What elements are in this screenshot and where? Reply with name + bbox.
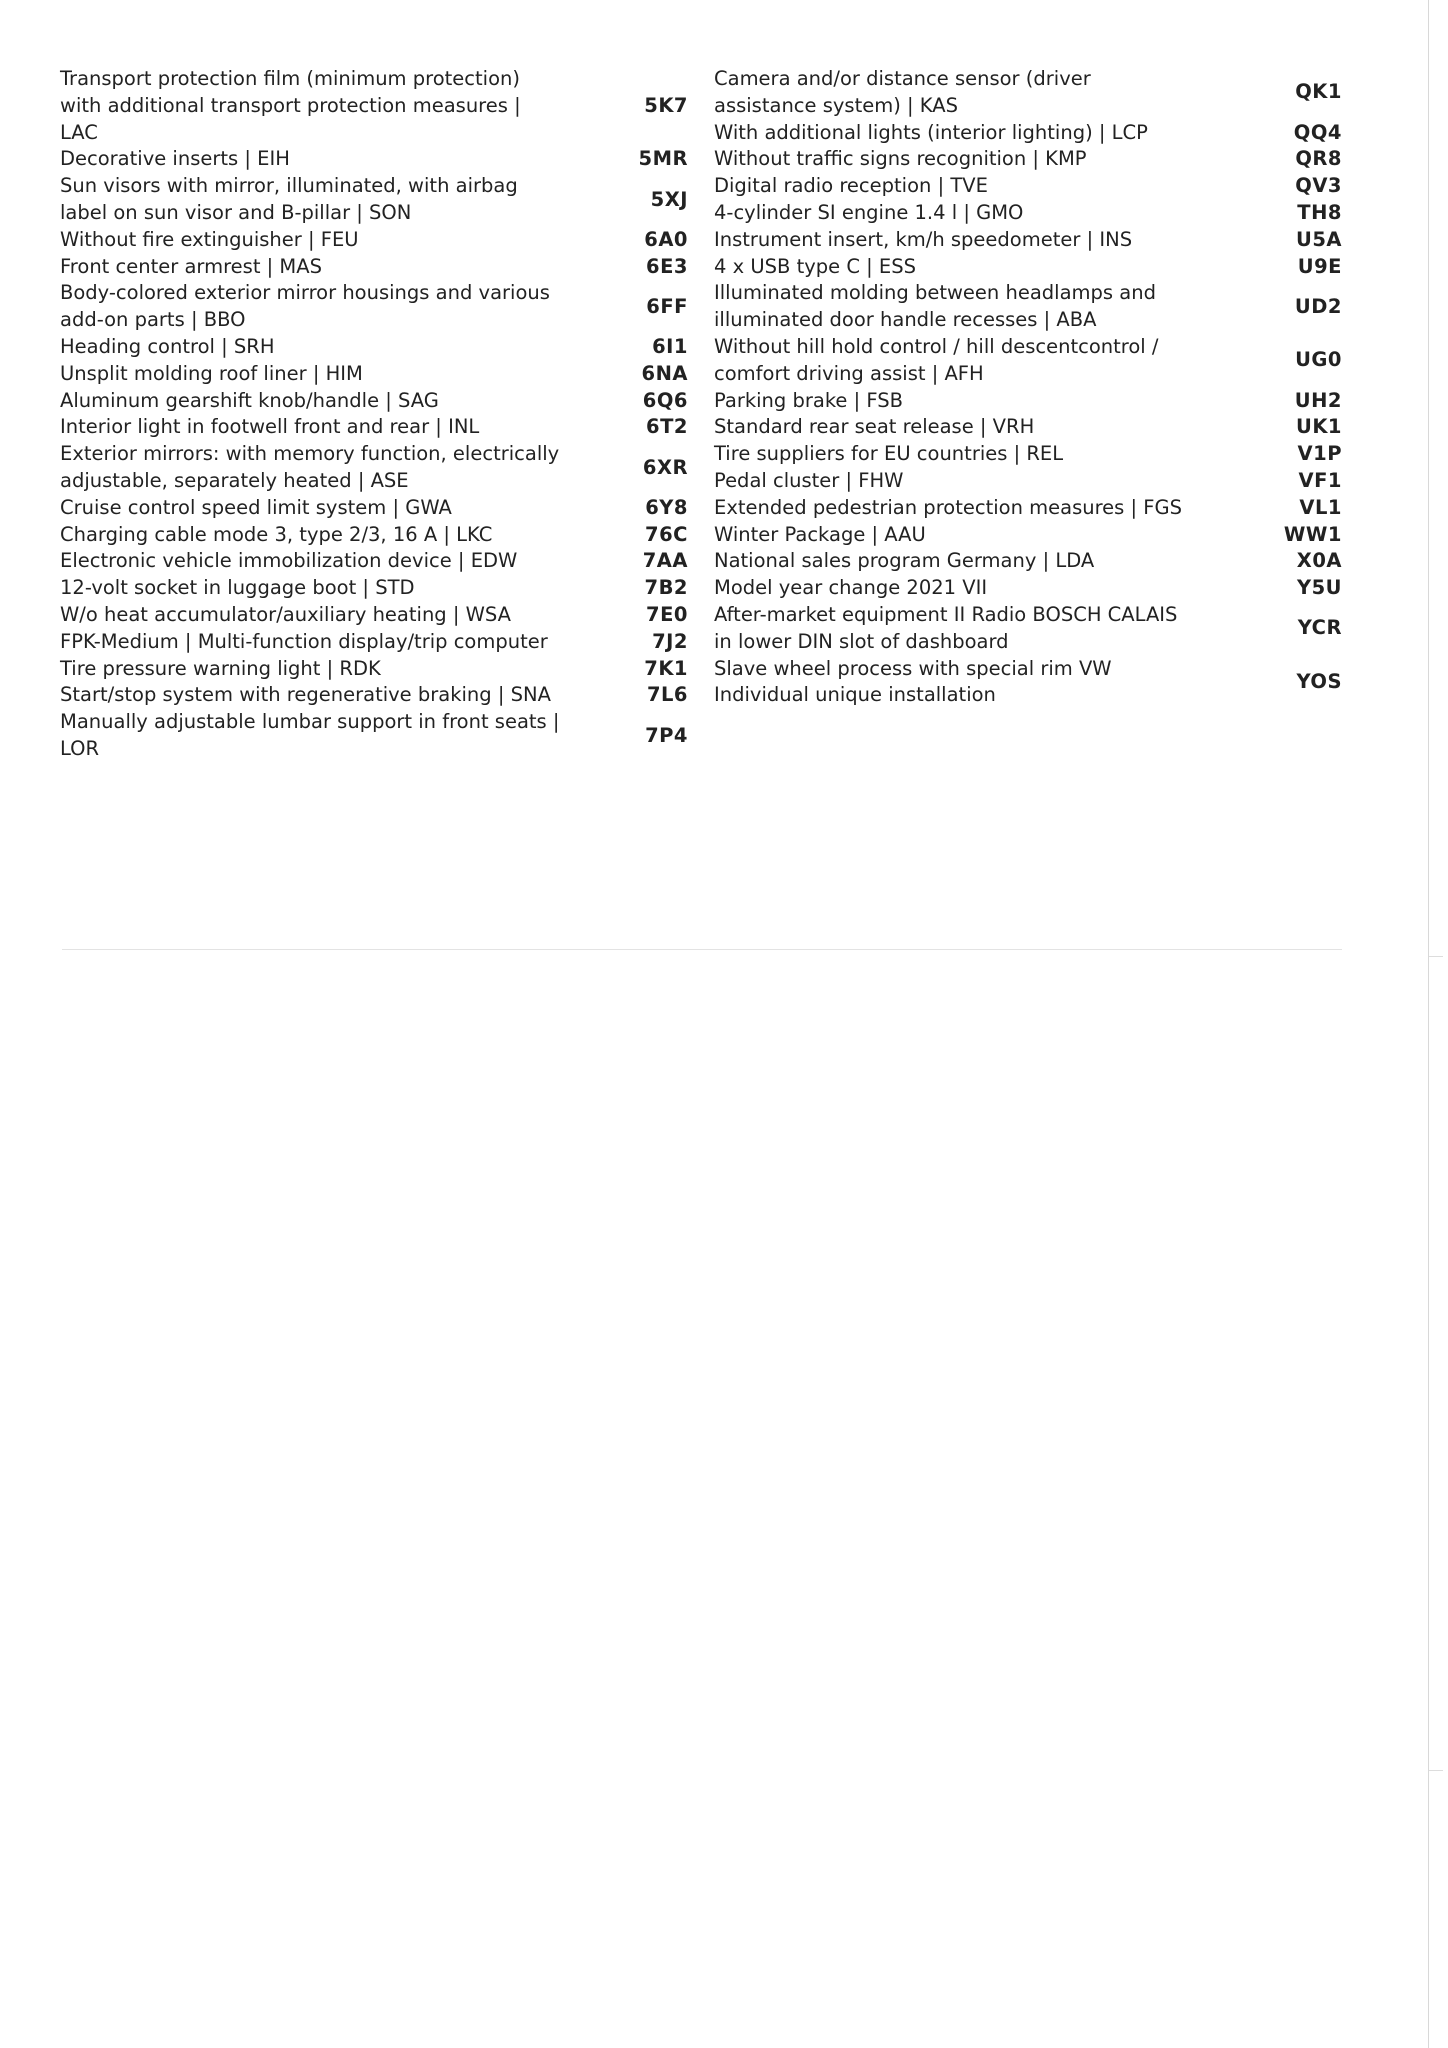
equipment-description: Sun visors with mirror, illuminated, with airbag label on sun visor and B-pillar | SON	[60, 174, 518, 224]
equipment-description: FPK-Medium | Multi-function display/trip computer	[60, 629, 548, 653]
equipment-row	[60, 441, 690, 495]
equipment-description: Illuminated molding between headlamps and illuminated door handle recesses | ABA	[714, 281, 1156, 332]
equipment-description: With additional lights (interior lighting) | LCP	[714, 120, 1148, 144]
equipment-code: 6E3	[646, 254, 688, 278]
equipment-code: 7AA	[642, 549, 688, 573]
equipment-row	[60, 682, 690, 709]
equipment-code: QQ4	[1293, 120, 1342, 144]
equipment-code: 6XR	[642, 455, 688, 479]
equipment-code: 6T2	[646, 415, 688, 439]
equipment-description: Front center armrest | MAS	[60, 254, 322, 278]
equipment-code: VF1	[1298, 468, 1342, 492]
equipment-description: Without fire extinguisher | FEU	[60, 227, 359, 251]
equipment-description: Heading control | SRH	[60, 334, 275, 358]
equipment-description: Winter Package | AAU	[714, 522, 926, 546]
equipment-row	[60, 414, 690, 441]
equipment-row	[60, 522, 690, 549]
equipment-row	[714, 602, 1344, 656]
equipment-code: 7E0	[646, 602, 688, 626]
equipment-code: 5XJ	[650, 187, 688, 211]
equipment-code: U5A	[1296, 227, 1342, 251]
equipment-code: YCR	[1297, 616, 1342, 640]
equipment-row	[60, 280, 690, 334]
equipment-description: 4-cylinder SI engine 1.4 l | GMO	[714, 200, 1024, 224]
equipment-row	[60, 656, 690, 683]
equipment-row	[714, 200, 1344, 227]
equipment-code: QR8	[1295, 147, 1342, 171]
equipment-row	[714, 575, 1344, 602]
equipment-code: 7B2	[644, 576, 688, 600]
equipment-description: 12-volt socket in luggage boot | STD	[60, 576, 415, 600]
equipment-description: Standard rear seat release | VRH	[714, 415, 1035, 439]
equipment-row	[60, 575, 690, 602]
equipment-row	[60, 254, 690, 281]
equipment-row	[60, 388, 690, 415]
equipment-code: UH2	[1294, 388, 1342, 412]
page-edge-mark	[1429, 956, 1443, 957]
equipment-row	[60, 361, 690, 388]
equipment-row	[60, 227, 690, 254]
equipment-description: Decorative inserts | EIH	[60, 147, 290, 171]
page-right-edge	[1428, 0, 1429, 2048]
equipment-row	[60, 495, 690, 522]
equipment-description: W/o heat accumulator/auxiliary heating | WSA	[60, 602, 512, 626]
equipment-code: 7J2	[652, 629, 688, 653]
equipment-description: 4 x USB type C | ESS	[714, 254, 916, 278]
equipment-row	[714, 495, 1344, 522]
equipment-description: Without traffic signs recognition | KMP	[714, 147, 1087, 171]
page-edge-mark	[1429, 1770, 1443, 1771]
equipment-code: TH8	[1297, 200, 1342, 224]
equipment-description: Start/stop system with regenerative braking | SNA	[60, 683, 551, 707]
table-bottom-rule	[62, 949, 1342, 950]
equipment-description: National sales program Germany | LDA	[714, 549, 1095, 573]
equipment-row	[714, 334, 1344, 388]
equipment-row	[714, 441, 1344, 468]
equipment-row	[60, 66, 690, 146]
equipment-row	[714, 66, 1344, 120]
equipment-row	[60, 602, 690, 629]
equipment-code: VL1	[1299, 495, 1342, 519]
equipment-description: Unsplit molding roof liner | HIM	[60, 361, 363, 385]
equipment-code: UK1	[1295, 415, 1342, 439]
equipment-code: 6A0	[644, 227, 688, 251]
equipment-description: Slave wheel process with special rim VW Individual unique installation	[714, 656, 1112, 707]
equipment-row	[60, 709, 690, 763]
equipment-description: Extended pedestrian protection measures | FGS	[714, 495, 1182, 519]
equipment-description: Exterior mirrors: with memory function, electrically adjustable, separately heated | ASE	[60, 442, 560, 492]
equipment-row	[714, 548, 1344, 575]
equipment-list-right	[714, 66, 1344, 709]
equipment-row	[714, 468, 1344, 495]
equipment-row	[60, 334, 690, 361]
equipment-code: 6FF	[646, 294, 688, 318]
equipment-description: Interior light in footwell front and rear | INL	[60, 415, 480, 439]
equipment-description: Model year change 2021 VII	[714, 576, 988, 600]
equipment-description: Digital radio reception | TVE	[714, 174, 988, 198]
equipment-row	[714, 522, 1344, 549]
equipment-row	[714, 146, 1344, 173]
equipment-code: 7P4	[645, 723, 688, 747]
equipment-row	[714, 414, 1344, 441]
equipment-row	[714, 120, 1344, 147]
equipment-code: 6Y8	[645, 495, 688, 519]
equipment-code: YOS	[1296, 669, 1342, 693]
equipment-code: 6Q6	[642, 388, 688, 412]
equipment-description: Pedal cluster | FHW	[714, 468, 904, 492]
equipment-description: Tire suppliers for EU countries | REL	[714, 442, 1064, 466]
equipment-description: Electronic vehicle immobilization device | EDW	[60, 549, 518, 573]
equipment-code: 7K1	[644, 656, 688, 680]
equipment-description: Without hill hold control / hill descentcontrol / comfort driving assist | AFH	[714, 334, 1159, 385]
equipment-description: Tire pressure warning light | RDK	[60, 656, 381, 680]
equipment-code: 76C	[645, 522, 688, 546]
equipment-row	[60, 173, 690, 227]
equipment-code: UD2	[1294, 294, 1342, 318]
equipment-description: After-market equipment II Radio BOSCH CALAIS in lower DIN slot of dashboard	[714, 602, 1178, 653]
equipment-description: Charging cable mode 3, type 2/3, 16 A | LKC	[60, 522, 493, 546]
equipment-code: WW1	[1283, 522, 1342, 546]
equipment-code: 5K7	[644, 93, 688, 117]
equipment-code: 5MR	[638, 147, 688, 171]
equipment-description: Transport protection film (minimum protection) with additional transport protection measures | LAC	[60, 67, 521, 144]
equipment-row	[714, 254, 1344, 281]
equipment-code: QV3	[1295, 174, 1342, 198]
equipment-description: Parking brake | FSB	[714, 388, 904, 412]
equipment-description: Cruise control speed limit system | GWA	[60, 495, 452, 519]
equipment-list-left	[60, 66, 690, 763]
equipment-description: Manually adjustable lumbar support in front seats | LOR	[60, 710, 560, 760]
equipment-code: 6NA	[641, 361, 688, 385]
equipment-code: UG0	[1295, 348, 1342, 372]
equipment-code: V1P	[1297, 442, 1342, 466]
equipment-row	[714, 173, 1344, 200]
equipment-row	[714, 280, 1344, 334]
equipment-code: 7L6	[646, 683, 688, 707]
equipment-description: Camera and/or distance sensor (driver assistance system) | KAS	[714, 67, 1091, 117]
equipment-code: QK1	[1295, 80, 1342, 104]
equipment-row	[714, 656, 1344, 710]
equipment-description: Body-colored exterior mirror housings and various add-on parts | BBO	[60, 281, 550, 332]
equipment-code: 6I1	[652, 334, 688, 358]
equipment-code: X0A	[1296, 549, 1342, 573]
equipment-row	[714, 227, 1344, 254]
equipment-row	[714, 388, 1344, 415]
equipment-code: U9E	[1297, 254, 1342, 278]
equipment-description: Instrument insert, km/h speedometer | INS	[714, 227, 1133, 251]
equipment-description: Aluminum gearshift knob/handle | SAG	[60, 388, 439, 412]
equipment-row	[60, 146, 690, 173]
equipment-row	[60, 548, 690, 575]
equipment-code: Y5U	[1296, 576, 1342, 600]
equipment-row	[60, 629, 690, 656]
